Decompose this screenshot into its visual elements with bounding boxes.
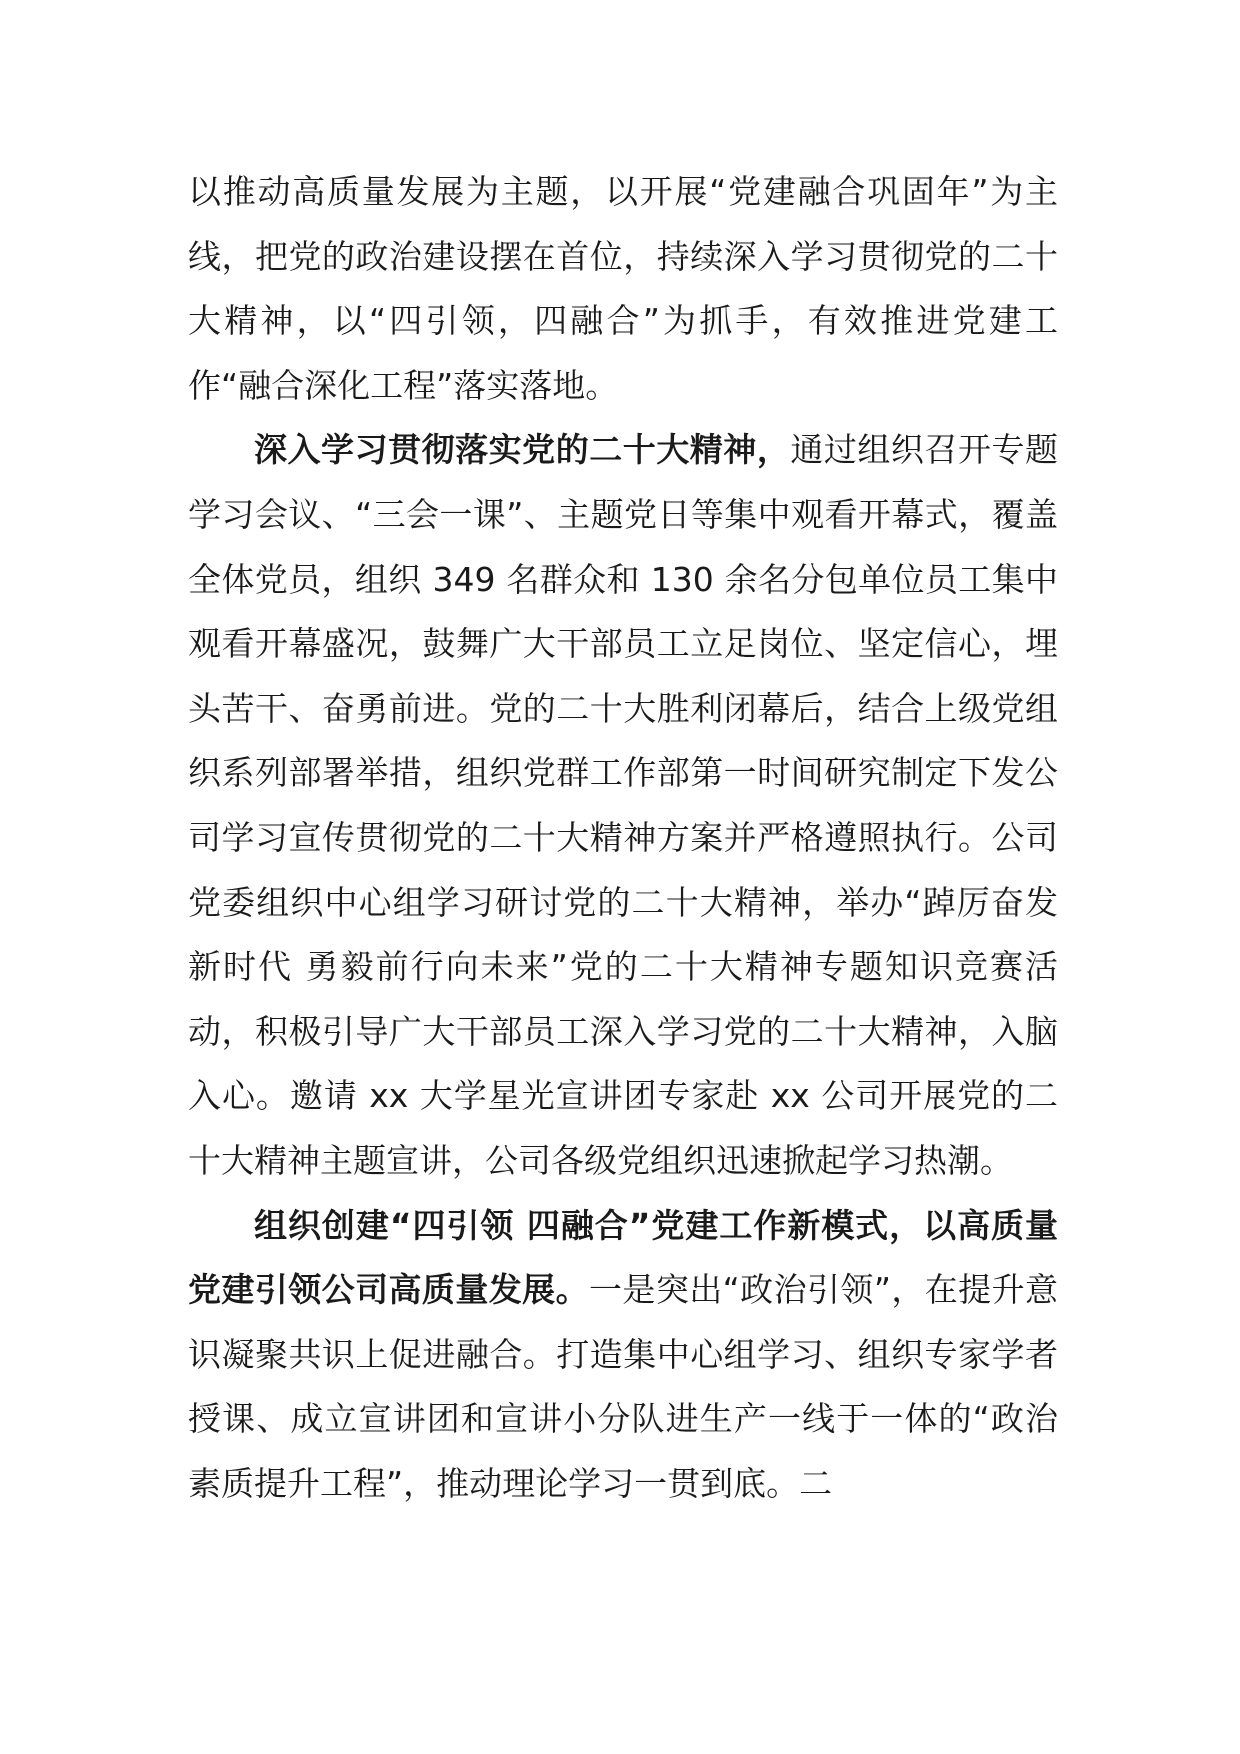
paragraph-study-spirit [188, 418, 1058, 1193]
paragraph-heading-new-model: 组织创建“四引领 四融合”党建工作新模式，以高质量党建引领公司高质量发展。 [188, 1205, 1058, 1310]
paragraph-new-model [188, 1194, 1058, 1517]
paragraph-body-study-spirit: 通过组织召开专题学习会议、“三会一课”、主题党日等集中观看开幕式，覆盖全体党员，组织 349 名群众和 130 余名分包单位员工集中观看开幕盛况，鼓舞广大干部员工立足岗位、坚定信心，埋头苦干、奋勇前进。党的二十大胜利闭幕后，结合上级党组织系列部署举措，组织党群工作部第一时间研究制定下发公司学习宣传贯彻党的二十大精神方案并严格遵照执行。公司党委组织中心组学习研讨党的二十大精神，举办“踔厉奋发新时代 勇毅前行向未来”党的二十大精神专题知识竞赛活动，积极引导广大干部员工深入学习党的二十大精神，入脑入心。邀请 xx 大学星光宣讲团专家赴 xx 公司开展党的二十大精神主题宣讲，公司各级党组织迅速掀起学习热潮。 [188, 430, 1059, 1180]
paragraph-heading-study-spirit: 深入学习贯彻落实党的二十大精神， [254, 430, 791, 470]
paragraph-intro: 以推动高质量发展为主题，以开展“党建融合巩固年”为主线，把党的政治建设摆在首位，持续深入学习贯彻党的二十大精神，以“四引领，四融合”为抓手，有效推进党建工作“融合深化工程”落实落地。 [188, 172, 1058, 405]
paragraph-body-new-model: 一是突出“政治引领”，在提升意识凝聚共识上促进融合。打造集中心组学习、组织专家学者授课、成立宣讲团和宣讲小分队进生产一线于一体的“政治素质提升工程”，推动理论学习一贯到底。二 [188, 1270, 1058, 1503]
document-body [188, 160, 1058, 1516]
